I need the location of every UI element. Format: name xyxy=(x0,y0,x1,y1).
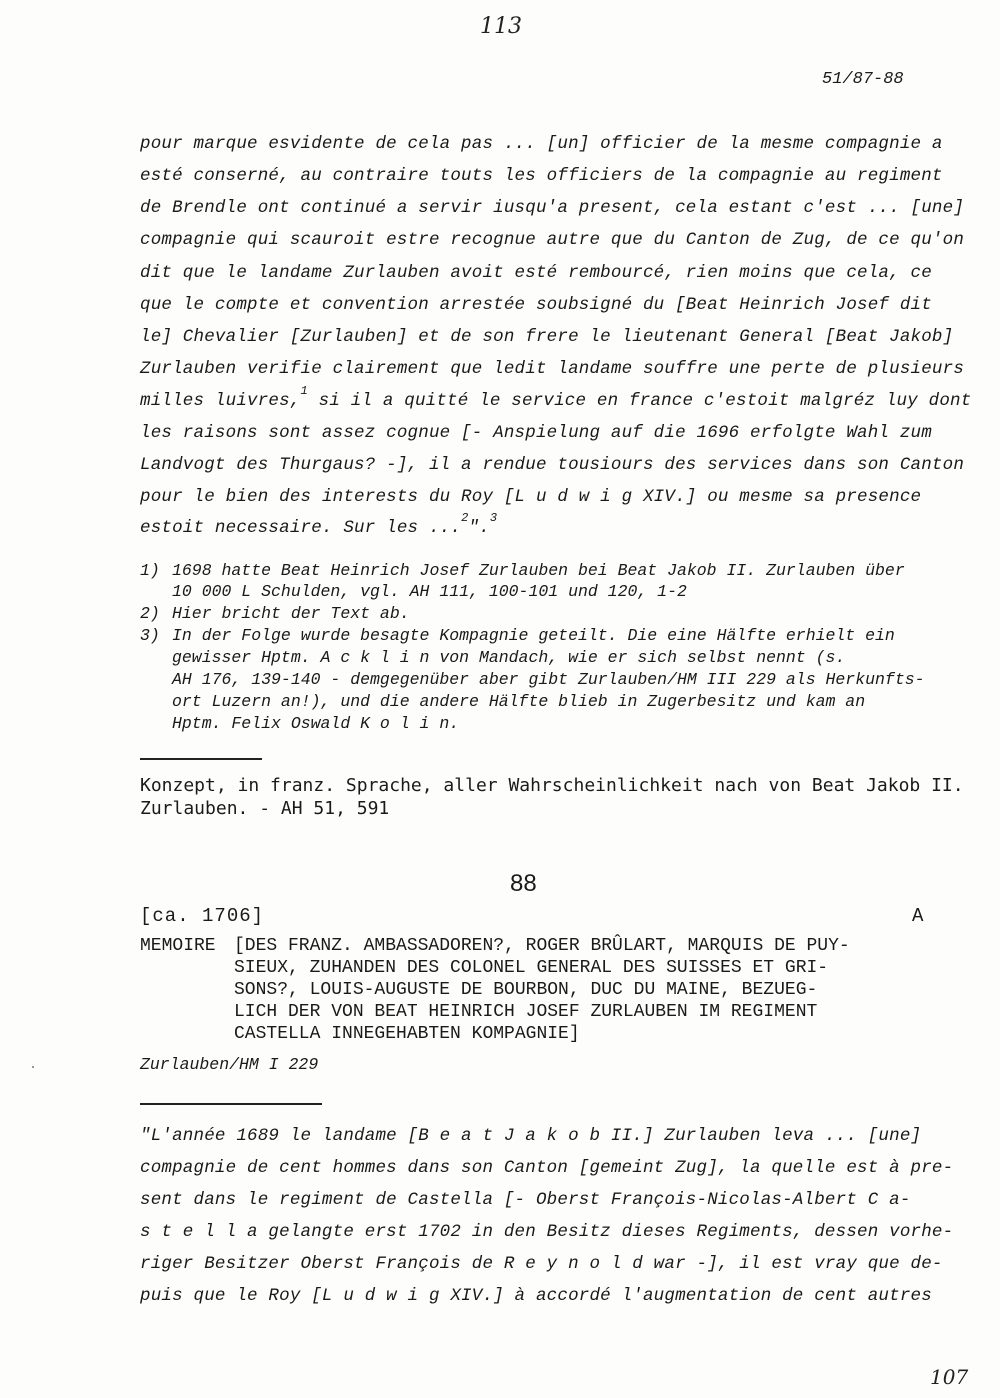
body-line: Zurlauben verifie clairement que ledit landame souffre une perte de plusieurs xyxy=(140,359,965,379)
footnote-line: 1698 hatte Beat Heinrich Josef Zurlauben bei Beat Jakob II. Zurlauben über xyxy=(172,561,905,580)
footnote-marker: 3 xyxy=(489,511,498,525)
body-line: les raisons sont assez cognue [- Anspielung auf die 1696 erfolgte Wahl zum xyxy=(140,423,932,443)
handwritten-page-number: 107 xyxy=(930,1365,969,1389)
title-lead: MEMOIRE xyxy=(140,936,216,956)
body-line xyxy=(140,384,972,411)
body-line: que le compte et convention arrestée soubsigné du [Beat Heinrich Josef dit xyxy=(140,295,932,315)
body-line-text: milles luivres, xyxy=(140,391,301,411)
body-line: sent dans le regiment de Castella [- Oberst François-Nicolas-Albert C a- xyxy=(140,1190,911,1210)
body-line-text: estoit necessaire. Sur les ... xyxy=(140,518,462,538)
body-line: pour le bien des interests du Roy [L u d w i g XIV.] ou mesme sa presence xyxy=(140,487,922,507)
body-line: "L'année 1689 le landame [B e a t J a k o b II.] Zurlauben leva ... [une] xyxy=(140,1126,922,1146)
archive-reference: 51/87-88 xyxy=(822,70,904,89)
footnote-marker: 2 xyxy=(461,511,469,525)
body-line: compagnie de cent hommes dans son Canton [gemeint Zug], la quelle est à pre- xyxy=(140,1158,954,1178)
document-number: 88 xyxy=(510,870,537,897)
body-line: Landvogt des Thurgaus? -], il a rendue tousiours des services dans son Canton xyxy=(140,455,965,475)
separator-rule xyxy=(140,758,262,760)
margin-dot xyxy=(32,1066,34,1068)
body-line: pour marque esvidente de cela pas ... [un] officier de la mesme compagnie a xyxy=(140,134,943,154)
title-line: [DES FRANZ. AMBASSADOREN?, ROGER BRÛLART, MARQUIS DE PUY- xyxy=(234,936,850,956)
footnote-marker: 1 xyxy=(300,384,308,398)
footnote-mark: 1) xyxy=(140,561,160,580)
title-line: SONS?, LOUIS-AUGUSTE DE BOURBON, DUC DU MAINE, BEZUEG- xyxy=(234,980,818,1000)
body-line-text: si il a quitté le service en france c'estoit malgréz luy dont xyxy=(307,391,972,411)
footnote-line: gewisser Hptm. A c k l i n von Mandach, wie er sich selbst nennt (s. xyxy=(172,648,846,667)
footnote-line: 10 000 L Schulden, vgl. AH 111, 100-101 und 120, 1-2 xyxy=(172,582,687,601)
body-line xyxy=(140,511,498,538)
body-line: puis que le Roy [L u d w i g XIV.] à accordé l'augmentation de cent autres xyxy=(140,1286,932,1306)
footnote-line: AH 176, 139-140 - demgegenüber aber gibt Zurlauben/HM III 229 als Herkunfts- xyxy=(172,670,925,689)
footnote-mark: 2) xyxy=(140,604,160,623)
body-line-text: ". xyxy=(468,518,490,538)
title-line: SIEUX, ZUHANDEN DES COLONEL GENERAL DES SUISSES ET GRI- xyxy=(234,958,829,978)
body-line: esté conserné, au contraire touts les officiers de la compagnie au regiment xyxy=(140,166,943,186)
body-line: s t e l l a gelangte erst 1702 in den Besitz dieses Regiments, dessen vorhe- xyxy=(140,1222,954,1242)
footnote-line: ort Luzern an!), und die andere Hälfte blieb in Zugerbesitz und kam an xyxy=(172,692,866,711)
source-note-line: Zurlauben. - AH 51, 591 xyxy=(140,798,390,819)
body-line: dit que le landame Zurlauben avoit esté rembourcé, rien moins que cela, ce xyxy=(140,263,932,283)
title-line: LICH DER VON BEAT HEINRICH JOSEF ZURLAUBEN IM REGIMENT xyxy=(234,1002,818,1022)
document-classification: A xyxy=(912,905,924,927)
source-note xyxy=(140,774,964,820)
body-line: de Brendle ont continué a servir iusqu'a present, cela estant c'est ... [une] xyxy=(140,198,965,218)
body-line: le] Chevalier [Zurlauben] et de son frere le lieutenant General [Beat Jakob] xyxy=(140,327,954,347)
title-line: CASTELLA INNEGEHABTEN KOMPAGNIE] xyxy=(234,1024,580,1044)
separator-rule xyxy=(140,1103,322,1105)
footnote-line: Hptm. Felix Oswald K o l i n. xyxy=(172,714,460,733)
body-line: compagnie qui scauroit estre recognue autre que du Canton de Zug, de ce qu'on xyxy=(140,230,965,250)
archive-reference: Zurlauben/HM I 229 xyxy=(140,1055,319,1074)
body-line: riger Besitzer Oberst François de R e y n o l d war -], il est vray que de- xyxy=(140,1254,943,1274)
footnote-line: Hier bricht der Text ab. xyxy=(172,604,410,623)
document-date: [ca. 1706] xyxy=(140,905,265,927)
handwritten-folio-number: 113 xyxy=(480,14,522,39)
footnote-line: In der Folge wurde besagte Kompagnie geteilt. Die eine Hälfte erhielt ein xyxy=(172,626,895,645)
footnote-mark: 3) xyxy=(140,626,160,645)
source-note-line: Konzept, in franz. Sprache, aller Wahrscheinlichkeit nach von Beat Jakob II. xyxy=(140,775,964,796)
